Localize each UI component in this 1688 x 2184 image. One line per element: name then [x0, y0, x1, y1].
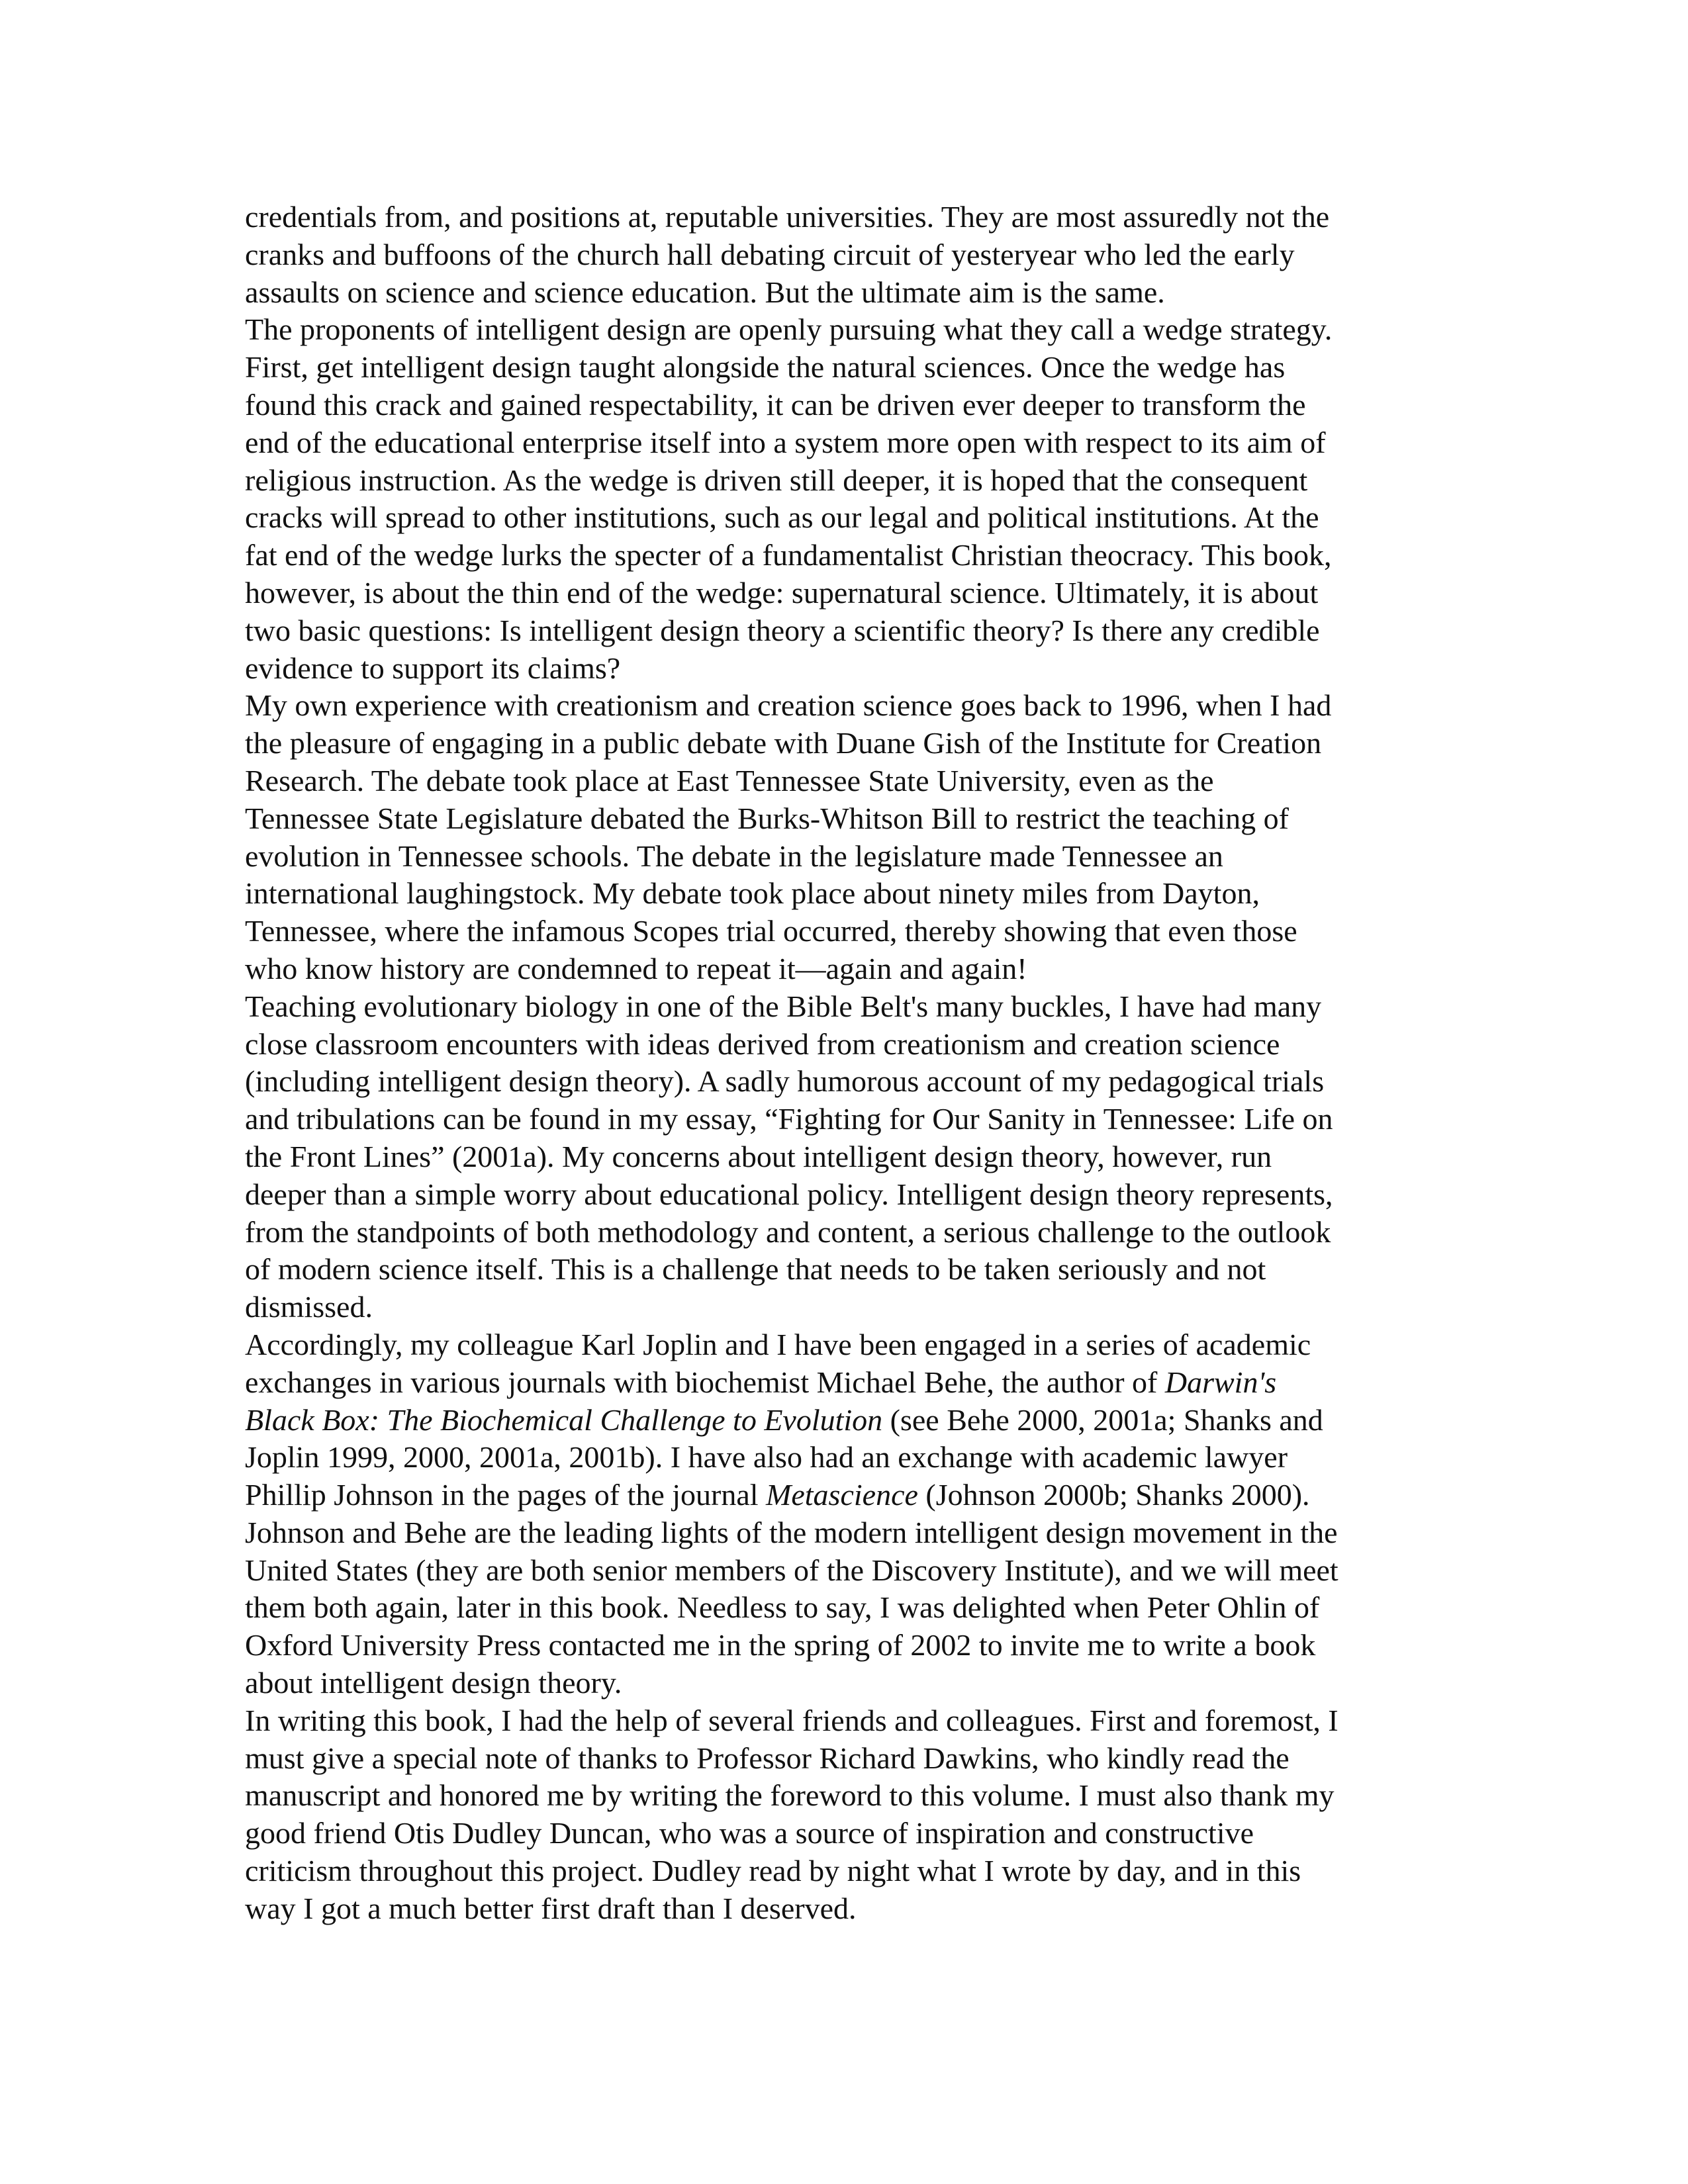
- text-line: [245, 687, 1456, 725]
- text-line: [245, 1364, 1456, 1402]
- text-run: (Johnson 2000b; Shanks 2000).: [917, 1478, 1310, 1512]
- text-run: Phillip Johnson in the pages of the journal: [245, 1478, 767, 1512]
- text-run: however, is about the thin end of the wedge: supernatural science. Ultimately, it is about: [245, 575, 1319, 610]
- text-run: cranks and buffoons of the church hall debating circuit of yesteryear who led the early: [245, 237, 1295, 271]
- text-line: [245, 574, 1456, 612]
- text-run: and tribulations can be found in my essay, “Fighting for Our Sanity in Tennessee: Life on: [245, 1102, 1333, 1136]
- text-line: [245, 725, 1456, 762]
- text-line: [245, 1326, 1456, 1364]
- text-line: [245, 762, 1456, 800]
- text-run: must give a special note of thanks to Professor Richard Dawkins, who kindly read the: [245, 1741, 1289, 1775]
- paragraph: [245, 687, 1456, 987]
- text-line: [245, 1176, 1456, 1214]
- document-page: [245, 199, 1456, 1928]
- italic-title-text: Metascience: [766, 1478, 918, 1512]
- text-run: credentials from, and positions at, reputable universities. They are most assuredly not the: [245, 200, 1330, 234]
- text-run: two basic questions: Is intelligent design theory a scientific theory? Is there any credible: [245, 613, 1320, 647]
- text-run: who know history are condemned to repeat it—again and again!: [245, 951, 1027, 985]
- text-run: exchanges in various journals with biochemist Michael Behe, the author of: [245, 1365, 1165, 1399]
- text-line: [245, 1890, 1456, 1928]
- text-line: [245, 199, 1456, 236]
- text-run: In writing this book, I had the help of several friends and colleagues. First and foremost, I: [245, 1703, 1338, 1737]
- text-line: [245, 1552, 1456, 1590]
- text-run: the Front Lines” (2001a). My concerns about intelligent design theory, however, run: [245, 1139, 1272, 1173]
- text-run: them both again, later in this book. Needless to say, I was delighted when Peter Ohlin of: [245, 1590, 1320, 1625]
- text-line: [245, 800, 1456, 838]
- text-line: [245, 1439, 1456, 1477]
- text-line: [245, 274, 1456, 312]
- text-line: [245, 1026, 1456, 1064]
- text-run: good friend Otis Dudley Duncan, who was a source of inspiration and constructive: [245, 1816, 1254, 1850]
- text-run: manuscript and honored me by writing the foreword to this volume. I must also thank my: [245, 1778, 1335, 1813]
- text-line: [245, 1251, 1456, 1289]
- text-line: [245, 1740, 1456, 1778]
- text-run: way I got a much better first draft than I deserved.: [245, 1891, 857, 1925]
- text-run: Tennessee State Legislature debated the Burks-Whitson Bill to restrict the teaching of: [245, 801, 1289, 835]
- text-line: [245, 1589, 1456, 1627]
- text-run: evidence to support its claims?: [245, 651, 621, 685]
- text-line: [245, 537, 1456, 574]
- text-run: Johnson and Behe are the leading lights of the modern intelligent design movement in the: [245, 1515, 1338, 1549]
- text-run: end of the educational enterprise itself into a system more open with respect to its aim of: [245, 425, 1326, 459]
- text-line: [245, 236, 1456, 274]
- text-line: [245, 838, 1456, 876]
- paragraph: [245, 988, 1456, 1326]
- text-line: [245, 875, 1456, 913]
- text-line: [245, 1852, 1456, 1890]
- text-run: evolution in Tennessee schools. The debate in the legislature made Tennessee an: [245, 839, 1223, 873]
- text-line: [245, 311, 1456, 349]
- text-line: [245, 349, 1456, 387]
- text-line: [245, 988, 1456, 1026]
- text-run: of modern science itself. This is a challenge that needs to be taken seriously and not: [245, 1252, 1266, 1287]
- paragraph: [245, 311, 1456, 687]
- text-run: Oxford University Press contacted me in the spring of 2002 to invite me to write a book: [245, 1628, 1316, 1662]
- text-run: religious instruction. As the wedge is driven still deeper, it is hoped that the consequent: [245, 463, 1308, 497]
- text-run: cracks will spread to other institutions, such as our legal and political institutions. At the: [245, 500, 1319, 535]
- text-run: First, get intelligent design taught alongside the natural sciences. Once the wedge has: [245, 350, 1286, 385]
- text-line: [245, 913, 1456, 950]
- text-line: [245, 1138, 1456, 1176]
- text-run: Joplin 1999, 2000, 2001a, 2001b). I have also had an exchange with academic lawyer: [245, 1440, 1288, 1475]
- text-line: [245, 1477, 1456, 1514]
- text-run: from the standpoints of both methodology and content, a serious challenge to the outlook: [245, 1214, 1331, 1249]
- italic-title-text: Black Box: The Biochemical Challenge to Evolution: [245, 1402, 883, 1437]
- text-line: [245, 612, 1456, 650]
- text-line: [245, 387, 1456, 424]
- text-run: Teaching evolutionary biology in one of the Bible Belt's many buckles, I have had many: [245, 989, 1322, 1023]
- text-line: [245, 1101, 1456, 1138]
- text-run: criticism throughout this project. Dudley read by night what I wrote by day, and in this: [245, 1854, 1301, 1888]
- text-run: found this crack and gained respectability, it can be driven ever deeper to transform the: [245, 387, 1306, 422]
- text-run: (including intelligent design theory). A sadly humorous account of my pedagogical trials: [245, 1064, 1325, 1099]
- text-line: [245, 1514, 1456, 1552]
- text-line: [245, 462, 1456, 500]
- text-run: My own experience with creationism and creation science goes back to 1996, when I had: [245, 688, 1332, 723]
- text-run: Accordingly, my colleague Karl Joplin and I have been engaged in a series of academic: [245, 1327, 1311, 1361]
- text-line: [245, 1289, 1456, 1326]
- text-run: Research. The debate took place at East Tennessee State University, even as the: [245, 763, 1214, 797]
- text-line: [245, 499, 1456, 537]
- text-line: [245, 1063, 1456, 1101]
- text-run: deeper than a simple worry about educational policy. Intelligent design theory represents,: [245, 1177, 1333, 1211]
- text-line: [245, 950, 1456, 988]
- text-line: [245, 1627, 1456, 1664]
- text-line: [245, 1702, 1456, 1740]
- text-line: [245, 1214, 1456, 1251]
- text-line: [245, 1815, 1456, 1852]
- text-line: [245, 650, 1456, 688]
- text-run: close classroom encounters with ideas derived from creationism and creation science: [245, 1026, 1280, 1061]
- text-line: [245, 1402, 1456, 1439]
- paragraph: [245, 1702, 1456, 1928]
- text-line: [245, 1777, 1456, 1815]
- text-line: [245, 1664, 1456, 1702]
- text-run: about intelligent design theory.: [245, 1666, 622, 1700]
- text-run: (see Behe 2000, 2001a; Shanks and: [882, 1402, 1323, 1437]
- text-line: [245, 424, 1456, 462]
- text-run: international laughingstock. My debate took place about ninety miles from Dayton,: [245, 876, 1260, 911]
- paragraph: [245, 199, 1456, 311]
- text-run: Tennessee, where the infamous Scopes trial occurred, thereby showing that even those: [245, 914, 1297, 948]
- paragraph: [245, 1326, 1456, 1702]
- text-run: United States (they are both senior members of the Discovery Institute), and we will meet: [245, 1553, 1338, 1587]
- text-run: the pleasure of engaging in a public debate with Duane Gish of the Institute for Creation: [245, 726, 1322, 760]
- text-run: assaults on science and science education. But the ultimate aim is the same.: [245, 275, 1165, 309]
- text-run: fat end of the wedge lurks the specter of a fundamentalist Christian theocracy. This book,: [245, 538, 1332, 572]
- text-run: dismissed.: [245, 1290, 373, 1324]
- text-run: The proponents of intelligent design are openly pursuing what they call a wedge strategy.: [245, 312, 1333, 347]
- italic-title-text: Darwin's: [1164, 1365, 1277, 1399]
